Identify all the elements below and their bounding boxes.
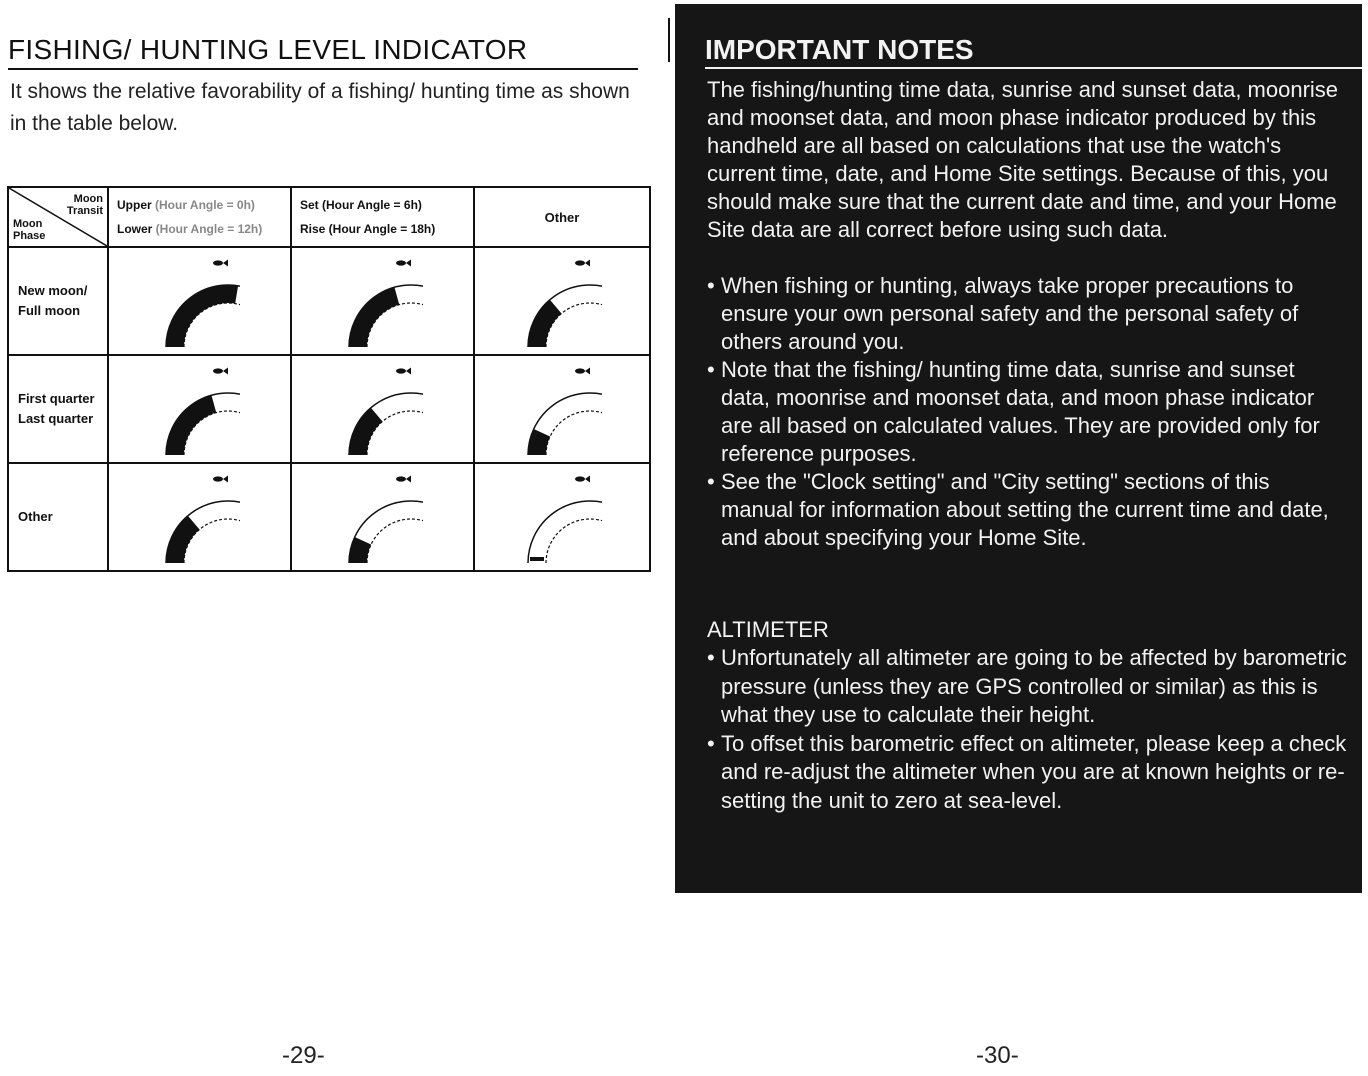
corner-transit-label: Moon Transit (66, 193, 103, 217)
altimeter-title: ALTIMETER (707, 617, 829, 642)
header-lower: Lower (117, 222, 156, 236)
row-label-line: Full moon (18, 303, 81, 318)
fish-icon (396, 368, 411, 375)
header-set-rise (291, 187, 474, 247)
fish-icon (396, 476, 411, 483)
level-indicator-icon (522, 359, 602, 459)
header-set: Set (Hour Angle = 6h) (300, 198, 422, 212)
level-cell (474, 247, 650, 355)
row-label-line: Last quarter (18, 411, 94, 426)
page-divider (668, 18, 670, 62)
gauge-inner-arc (546, 519, 602, 563)
fish-icon (575, 368, 590, 375)
level-indicator-icon (343, 467, 423, 567)
list-item: • When fishing or hunting, always take proper precautions to ensure your own personal safety and the personal safety of others around you. (707, 272, 1347, 356)
gauge-level-fill (530, 557, 544, 561)
level-indicator-icon (343, 359, 423, 459)
list-item: • Unfortunately all altimeter are going to be affected by barometric pressure (unless they are GPS controlled or similar) as this is what they use to calculate their height. (707, 644, 1347, 730)
corner-phase-label: Moon Phase (13, 218, 46, 242)
row-label-first-last-quarter (8, 355, 108, 463)
table-row (8, 463, 650, 571)
level-cell (291, 355, 474, 463)
level-indicator-icon (343, 251, 423, 351)
gauge-inner-arc (367, 519, 423, 563)
gauge-level-fill (528, 300, 562, 347)
gauge-level-fill (166, 285, 238, 347)
level-indicator-icon (160, 251, 240, 351)
list-item: • To offset this barometric effect on altimeter, please keep a check and re-adjust the altimeter when you are at known heights or re-setting the unit to zero at sea-level. (707, 730, 1347, 816)
level-indicator-icon (160, 467, 240, 567)
header-upper-lower (108, 187, 291, 247)
header-upper: Upper (117, 198, 156, 212)
notes-intro-text: The fishing/hunting time data, sunrise and sunset data, moonrise and moonset data, and moon phase indicator produced by this handheld are all based on calculations that use the watch's current time, date, and Home Site settings. Because of this, you should make sure that the current date and time, and your Home Site data are all correct before using such data. (707, 77, 1339, 242)
row-label-new-full-moon (8, 247, 108, 355)
level-cell (474, 355, 650, 463)
level-cell (108, 355, 291, 463)
header-rise: Rise (Hour Angle = 18h) (300, 222, 436, 236)
important-notes-panel (675, 4, 1362, 893)
gauge-level-fill (349, 408, 383, 455)
list-item: • Note that the fishing/ hunting time data, sunrise and sunset data, moonrise and moonset data, and moon phase indicator are all based on calculated values. They are provided only for reference purposes. (707, 356, 1347, 468)
altimeter-bullet-list (707, 644, 1347, 815)
header-other: Other (474, 187, 650, 247)
gauge-outer-arc (528, 501, 602, 563)
gauge-inner-arc (546, 411, 602, 455)
notes-title: IMPORTANT NOTES (705, 34, 1362, 69)
fish-icon (396, 260, 411, 267)
level-cell (291, 247, 474, 355)
notes-bullet-list (707, 272, 1347, 552)
list-item: • See the "Clock setting" and "City setting" sections of this manual for information about setting the current time and date, and about specifying your Home Site. (707, 468, 1347, 552)
table-row (8, 247, 650, 355)
fish-icon (575, 476, 590, 483)
fish-icon (213, 368, 228, 375)
gauge-level-fill (166, 516, 200, 563)
fish-icon (575, 260, 590, 267)
level-indicator-icon (160, 359, 240, 459)
level-indicator-icon (522, 467, 602, 567)
level-indicator-table (7, 186, 651, 572)
level-cell (474, 463, 650, 571)
row-label-line: New moon/ (18, 283, 88, 298)
table-row (8, 355, 650, 463)
level-cell (108, 247, 291, 355)
row-label-other (8, 463, 108, 571)
level-cell (108, 463, 291, 571)
level-indicator-icon (522, 251, 602, 351)
page-title: FISHING/ HUNTING LEVEL INDICATOR (8, 34, 638, 70)
page-number-left: -29- (282, 1042, 325, 1069)
description-text: It shows the relative favorability of a fishing/ hunting time as shown in the table below. (10, 80, 630, 135)
table-corner-cell (8, 187, 108, 247)
level-cell (291, 463, 474, 571)
page-number-right: -30- (976, 1042, 1019, 1069)
header-upper-angle: (Hour Angle = 0h) (155, 198, 255, 212)
header-lower-angle: (Hour Angle = 12h) (155, 222, 263, 236)
row-label-line: First quarter (18, 391, 95, 406)
fish-icon (213, 476, 228, 483)
row-label-line: Other (18, 509, 53, 524)
fish-icon (213, 260, 228, 267)
